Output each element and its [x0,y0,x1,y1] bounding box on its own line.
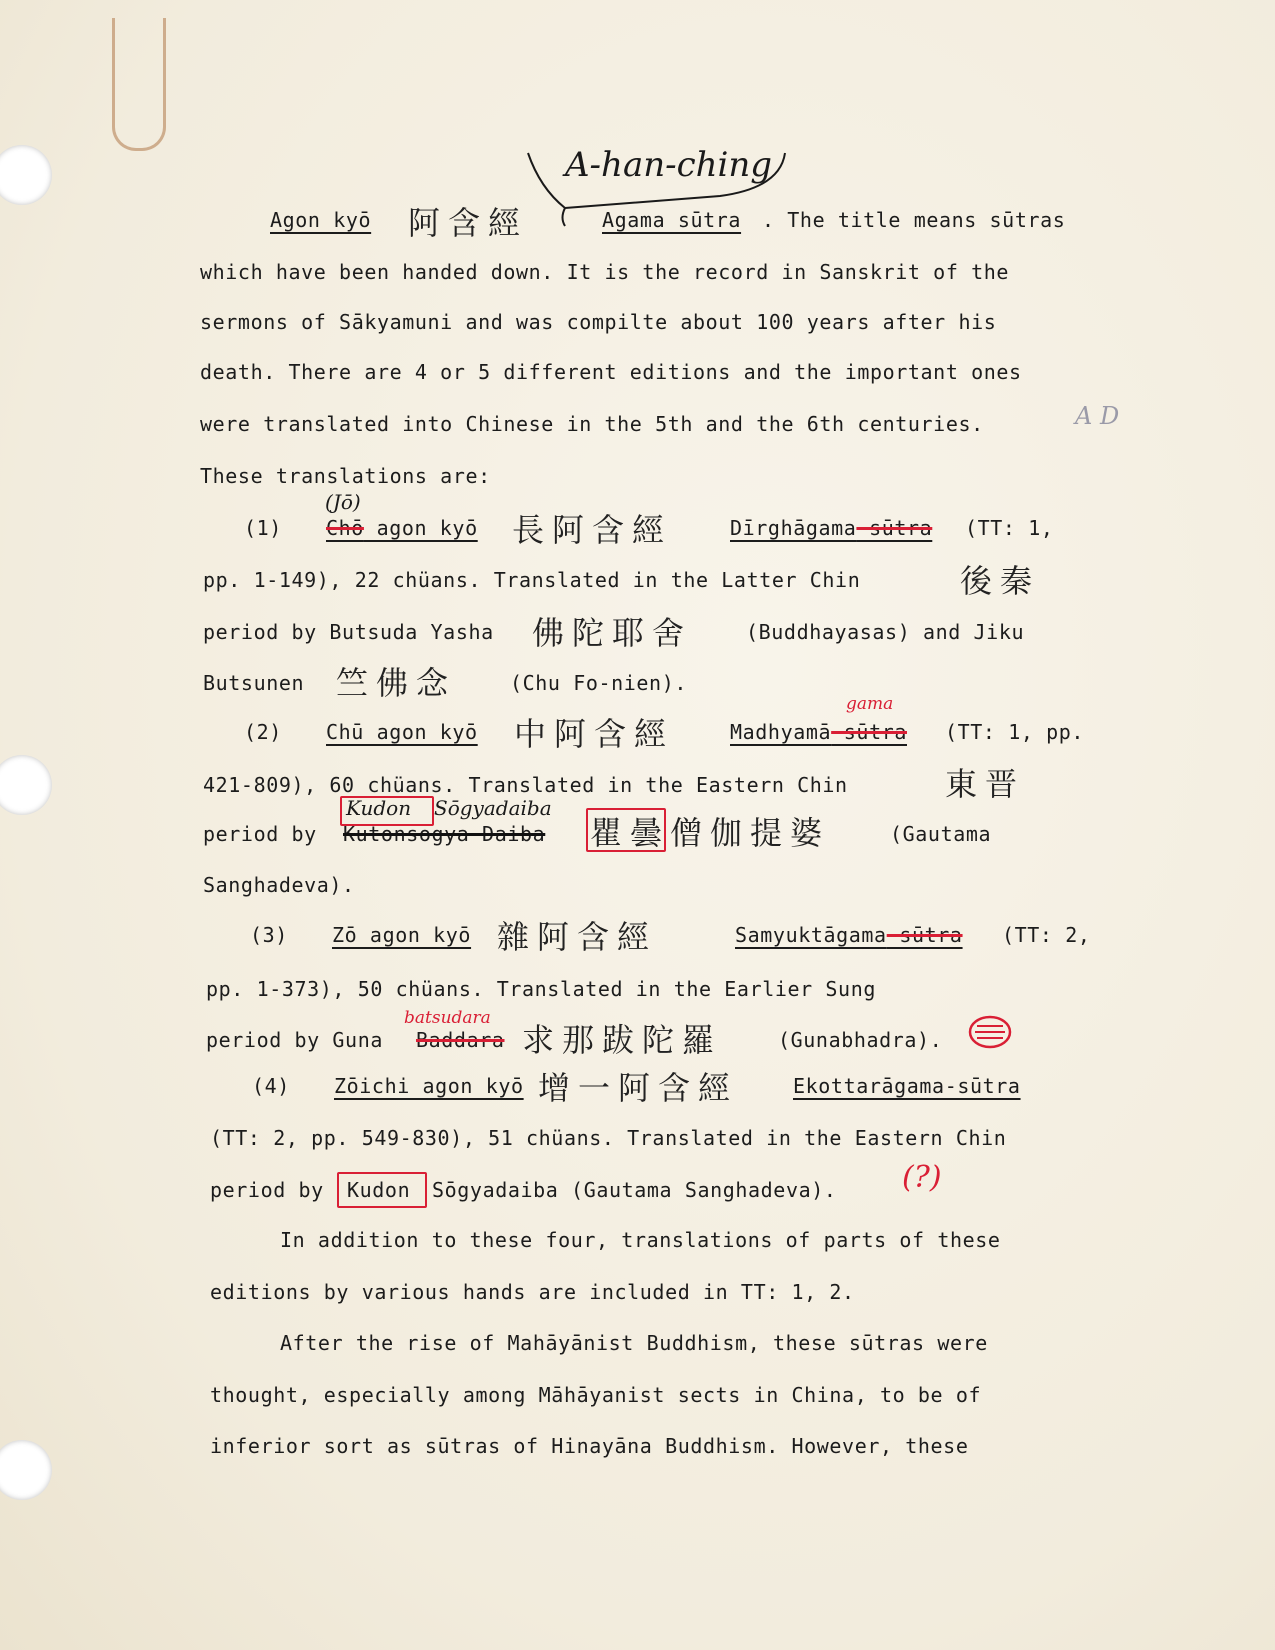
annotation-ad: A D [1075,402,1120,430]
para2-line2: editions by various hands are included in TT: 1, 2. [210,1280,855,1304]
punch-hole-bottom [0,1440,52,1500]
line-6: These translations are: [200,464,491,488]
item1-cjk3: 佛陀耶舍 [532,614,693,652]
item3-line3a: period by Guna [206,1028,383,1052]
line-5: were translated into Chinese in the 5th and the 6th centuries. [200,412,984,436]
item1-line3b: (Buddhayasas) and Jiku [746,620,1025,644]
item4-kudon: Kudon [347,1178,411,1202]
item4-line2: (TT: 2, pp. 549-830), 51 chüans. Translated in the Eastern Chin [210,1126,1007,1150]
item1-cjk2: 後秦 [960,562,1041,600]
item2-cjk: 中阿含經 [514,715,675,753]
item1-cjk4: 竺佛念 [336,664,457,702]
annotation-ahan-ching: A-han-ching [565,145,773,185]
item2-line2: 421-809), 60 chüans. Translated in the Eastern Chin [203,773,848,797]
item3-line3b: (Gunabhadra). [778,1028,943,1052]
item3-struck-name: Baddara [416,1028,505,1052]
item3-cjk: 雜阿含經 [497,918,658,956]
annotation-batsudara: batsudara [404,1008,491,1028]
para3-line1: After the rise of Mahāyānist Buddhism, these sūtras were [280,1331,988,1355]
heading-cjk: 阿含經 [408,204,529,242]
item1-ref: (TT: 1, [965,516,1054,540]
item3-number: (3) [250,923,288,947]
item4-title: Zōichi agon kyō [334,1074,524,1098]
punch-hole-middle [0,755,52,815]
red-circle-mark [965,1012,1015,1052]
annotation-sogyadaiba: Sōgyadaiba [434,796,552,820]
item4-number: (4) [252,1074,290,1098]
annotation-jo: (Jō) [325,490,361,514]
item2-number: (2) [244,720,282,744]
annotation-kudon: Kudon [346,796,412,820]
line-3: sermons of Sākyamuni and was compilte about 100 years after his [200,310,997,334]
heading-after: . The title means sūtras [762,208,1066,232]
item2-title: Chū agon kyō [326,720,478,744]
item4-cjk: 增一阿含經 [538,1069,739,1107]
item1-sanskrit: Dīrghāgama-sūtra [730,516,933,540]
line-4: death. There are 4 or 5 different editions and the important ones [200,360,1022,384]
item2-sanskrit: Madhyamā-sūtra [730,720,907,744]
item4-line3a: period by [210,1178,324,1202]
item2-struck-name: Kutonsogya Daiba [343,822,546,846]
item1-line3a: period by Butsuda Yasha [203,620,494,644]
item2-ref: (TT: 1, pp. [945,720,1085,744]
item1-line4b: (Chu Fo-nien). [510,671,687,695]
item3-ref: (TT: 2, [1002,923,1091,947]
item1-line2: pp. 1-149), 22 chüans. Translated in the Latter Chin [203,568,861,592]
item3-title: Zō agon kyō [332,923,472,947]
item2-cjk2: 東晋 [945,765,1026,803]
item2-line3b: (Gautama [890,822,992,846]
para3-line2: thought, especially among Māhāyanist sects in China, to be of [210,1383,982,1407]
item3-cjk3: 求那跋陀羅 [522,1021,723,1059]
para2-line1: In addition to these four, translations of parts of these [280,1228,1001,1252]
item1-line4a: Butsunen [203,671,305,695]
item1-cjk: 長阿含經 [512,511,673,549]
item1-title: Chō agon kyō [326,516,478,540]
item4-sanskrit: Ekottarāgama-sūtra [793,1074,1021,1098]
annotation-gama: gama [846,694,894,714]
item4-line3b: Sōgyadaiba (Gautama Sanghadeva). [432,1178,837,1202]
item2-line3a: period by [203,822,317,846]
heading-sanskrit: Agama sūtra [602,208,742,232]
para3-line3: inferior sort as sūtras of Hinayāna Buddhism. However, these [210,1434,969,1458]
item3-sanskrit: Samyuktāgama-sūtra [735,923,963,947]
item2-line4: Sanghadeva). [203,873,355,897]
item3-line2: pp. 1-373), 50 chüans. Translated in the Earlier Sung [206,977,876,1001]
paperclip-stain [112,18,166,151]
annotation-question: (?) [902,1160,942,1195]
item1-number: (1) [244,516,282,540]
line-2: which have been handed down. It is the record in Sanskrit of the [200,260,1010,284]
punch-hole-top [0,145,52,205]
item2-cjk3: 瞿曇僧伽提婆 [590,814,831,852]
heading-term: Agon kyō [270,208,372,232]
